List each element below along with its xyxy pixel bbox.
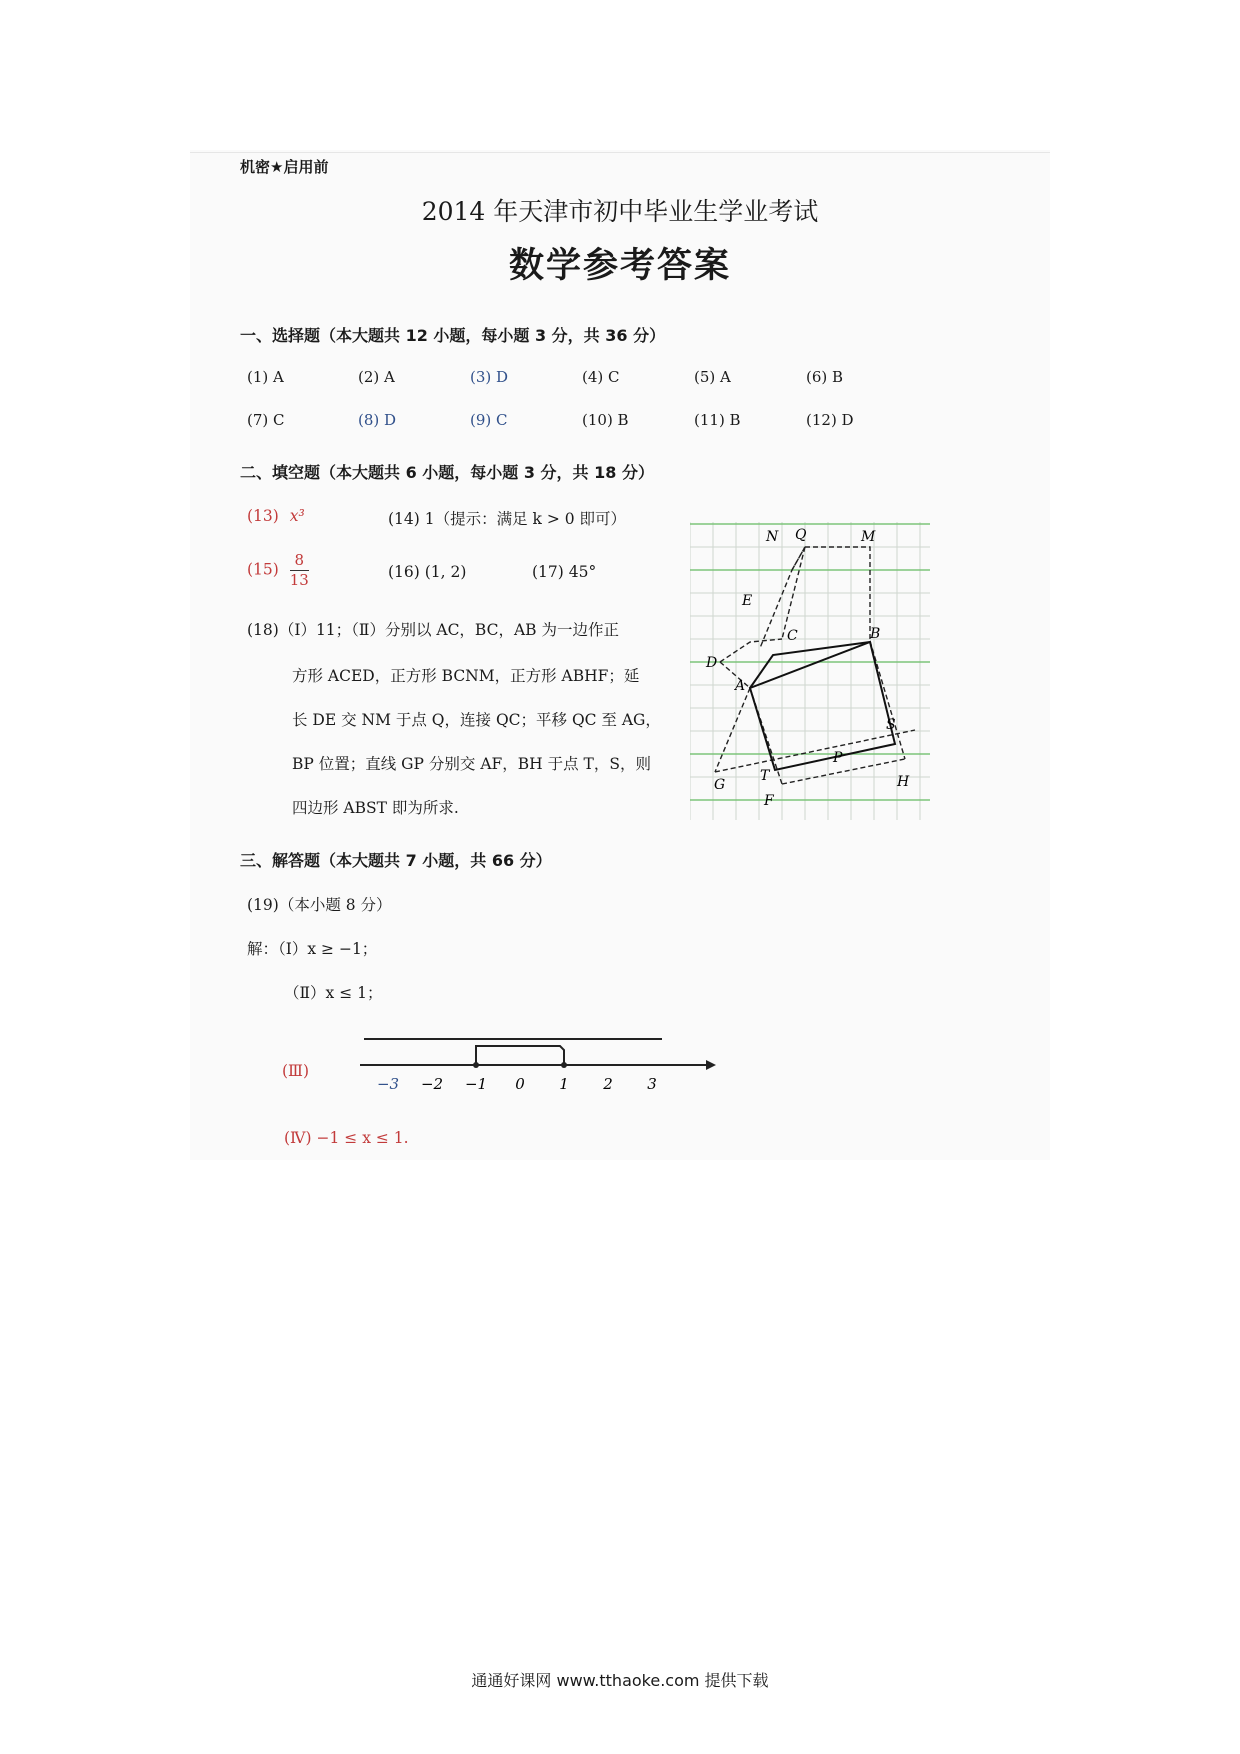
mc-answer-3: (3) D	[470, 368, 509, 386]
solution-quadrilateral	[750, 642, 895, 770]
q13-label: (13)	[247, 507, 279, 525]
mc-answer-11: (11) B	[694, 411, 741, 429]
fill-answer-14: (14) 1（提示：满足 k > 0 即可）	[388, 510, 627, 528]
point-label-s: S	[886, 717, 896, 733]
footer-download-note: 通通好课网 www.tthaoke.com 提供下载	[471, 1671, 769, 1690]
tick-label-minus-2: −2	[420, 1075, 444, 1093]
exam-title: 2014 年天津市初中毕业生学业考试	[421, 197, 819, 226]
mc-answer-12: (12) D	[806, 411, 854, 429]
q18-line-2: 方形 ACED，正方形 BCNM，正方形 ABHF；延	[292, 667, 640, 685]
tick-label-2: 2	[603, 1075, 613, 1093]
tick-label-minus-1: −1	[464, 1075, 488, 1093]
tick-label-0: 0	[515, 1075, 525, 1093]
tick-label-1: 1	[559, 1075, 569, 1093]
mc-answer-8: (8) D	[358, 411, 397, 429]
mc-answer-2: (2) A	[358, 368, 395, 386]
q18-line-3: 长 DE 交 NM 于点 Q，连接 QC；平移 QC 至 AG，	[292, 711, 661, 729]
fill-answer-17: (17) 45°	[532, 563, 597, 581]
fill-answer-16: (16) (1, 2)	[388, 563, 467, 581]
point-label-g: G	[714, 777, 726, 793]
q13-answer: x³	[289, 507, 305, 525]
mc-answer-4: (4) C	[582, 368, 620, 386]
point-label-q: Q	[795, 527, 807, 543]
mc-answer-6: (6) B	[806, 368, 844, 386]
q18-construction-figure	[690, 522, 930, 820]
section2-heading: 二、填空题（本大题共 6 小题，每小题 3 分，共 18 分）	[240, 463, 654, 482]
q15-denominator: 13	[289, 571, 309, 589]
point-label-b: B	[870, 626, 881, 642]
point-label-t: T	[760, 768, 770, 784]
mc-answer-10: (10) B	[582, 411, 629, 429]
grid-lines	[690, 522, 930, 820]
q19-step-2: （Ⅱ）x ≤ 1；	[284, 984, 383, 1002]
q19-step-3-label: (Ⅲ)	[282, 1062, 310, 1080]
q15-label: (15)	[247, 560, 279, 579]
q19-step-1: 解：（Ⅰ）x ≥ −1；	[247, 940, 378, 958]
point-one	[561, 1062, 567, 1068]
q15-numerator: 8	[290, 553, 309, 571]
answer-key-title: 数学参考答案	[508, 246, 731, 286]
axis-arrowhead	[706, 1060, 716, 1070]
grid-highlight-lines	[690, 524, 930, 800]
q18-line-1: (18)（Ⅰ）11；（Ⅱ）分别以 AC，BC，AB 为一边作正	[247, 621, 619, 639]
top-edge-line	[190, 152, 1050, 153]
q19-step-4: (Ⅳ) −1 ≤ x ≤ 1.	[284, 1129, 409, 1147]
construction-lines	[715, 547, 915, 784]
mc-answer-1: (1) A	[247, 368, 284, 386]
mc-answer-5: (5) A	[694, 368, 731, 386]
number-line-figure	[320, 1030, 720, 1100]
point-label-h: H	[897, 774, 910, 790]
section1-heading: 一、选择题（本大题共 12 小题，每小题 3 分，共 36 分）	[240, 326, 666, 345]
point-label-f: F	[764, 793, 774, 809]
tick-label-3: 3	[647, 1075, 657, 1093]
point-label-m: M	[861, 529, 876, 545]
point-label-a: A	[735, 678, 746, 694]
q18-line-5: 四边形 ABST 即为所求.	[292, 799, 459, 817]
solution-bracket	[476, 1046, 564, 1065]
section3-heading: 三、解答题（本大题共 7 小题，共 66 分）	[240, 851, 552, 870]
point-minus-one	[473, 1062, 479, 1068]
q18-line-4: BP 位置；直线 GP 分别交 AF，BH 于点 T，S，则	[292, 755, 652, 773]
fill-answer-13	[247, 507, 305, 525]
tick-label-minus-3: −3	[376, 1075, 400, 1093]
point-label-e: E	[742, 593, 753, 609]
q19-title: (19)（本小题 8 分）	[247, 896, 392, 914]
point-label-p: P	[833, 750, 843, 766]
confidential-mark: 机密★启用前	[240, 158, 329, 176]
point-label-d: D	[706, 655, 718, 671]
point-label-c: C	[787, 628, 798, 644]
mc-answer-7: (7) C	[247, 411, 285, 429]
point-label-n: N	[766, 529, 779, 545]
mc-answer-9: (9) C	[470, 411, 508, 429]
q15-fraction	[290, 553, 309, 588]
fill-answer-15	[247, 553, 309, 588]
